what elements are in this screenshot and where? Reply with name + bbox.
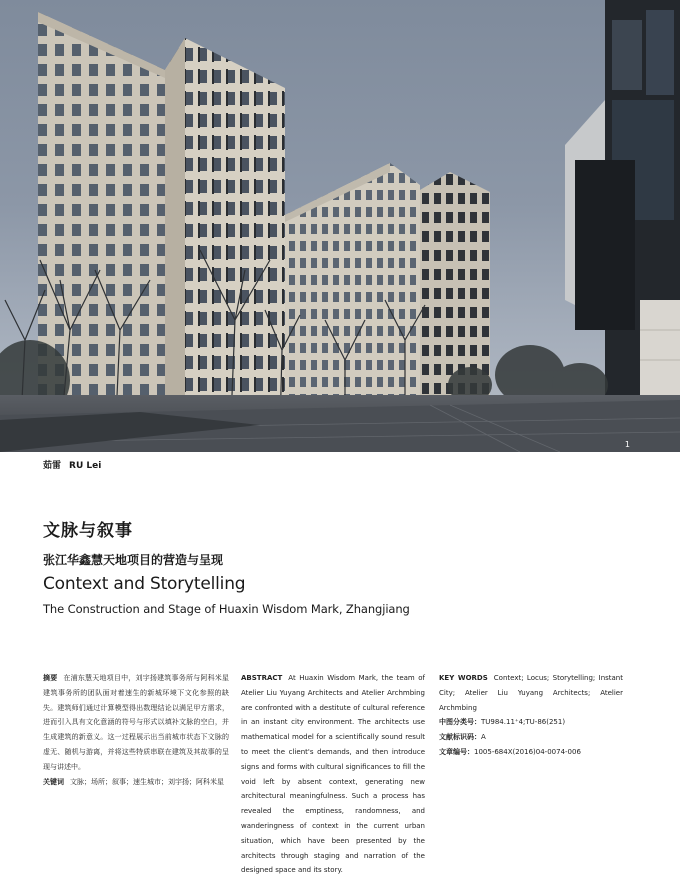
article-number-value: 1005-684X(2016)04-0074-006 <box>474 747 581 756</box>
doc-code-value: A <box>481 733 486 742</box>
right-mid-building <box>420 172 490 395</box>
class-number-value: TU984.11⁺4;TU-86(251) <box>481 718 566 727</box>
article-number-line <box>439 745 623 760</box>
abstract-cn-text: 在浦东慧天地项目中，刘宇扬建筑事务所与阿科米星建筑事务所的团队面对着速生的新城环境下文化参照的缺失。建筑师们通过计算模型得出数理结论以满足甲方需求，进而引入具有文化意涵的符号与形式以填补文脉的空白，并生成建筑的新意义。这一过程展示出当前城市状态下文脉的虚无、随机与游离，并将这些特质串联在建筑及其故事的呈现与讲述中。 <box>43 674 230 771</box>
abstract-cn-label: 摘要 <box>43 674 58 682</box>
keywords-cn-label: 关键词 <box>43 777 64 786</box>
subtitle-chinese: 张江华鑫慧天地项目的营造与呈现 <box>43 553 224 567</box>
class-number-line <box>439 715 623 730</box>
abstract-en-label: ABSTRACT <box>241 674 283 682</box>
author-name-en: RU Lei <box>69 461 102 471</box>
author-name-cn: 茹雷 <box>43 461 62 471</box>
title-english: Context and Storytelling <box>43 574 246 594</box>
abstract-english-column <box>241 671 425 878</box>
figure-number: 1 <box>624 440 630 449</box>
article-number-label: 文章编号： <box>439 747 474 756</box>
class-number-label: 中图分类号： <box>439 718 481 727</box>
abstract-en-text: At Huaxin Wisdom Mark, the team of Atelier Liu Yuyang Architects and Atelier Archmbing are confronted with a destitute of cultural reference in an instant city environment. The architects use mathematical model for a scientifically sound result to meet the client's demands, and then introduce signs and forms with cultural significances to fill the void left by absent context, generating new architectural meaningfulness. Such a process has revealed the emptiness, randomness, and wanderingness of context in the current urban situation, which have been presented by the architects through staging and narration of the designed space and its story. <box>241 674 425 875</box>
subtitle-english: The Construction and Stage of Huaxin Wisdom Mark, Zhangjiang <box>43 602 410 616</box>
keywords-en-text: Context; Locus; Storytelling; Instant City; Atelier Liu Yuyang Architects; Atelier Archmbing <box>439 674 623 712</box>
doc-code-line <box>439 730 623 745</box>
title-chinese: 文脉与叙事 <box>43 521 133 541</box>
abstract-chinese-column <box>43 671 229 789</box>
doc-code-label: 文献标识码： <box>439 733 481 742</box>
author-line <box>43 458 101 471</box>
keywords-en-label: KEY WORDS <box>439 674 488 682</box>
keywords-cn-text: 文脉；场所；叙事；速生城市；刘宇扬；阿科米星 <box>70 777 224 786</box>
keywords-meta-column <box>439 671 623 760</box>
mid-building <box>285 163 420 400</box>
